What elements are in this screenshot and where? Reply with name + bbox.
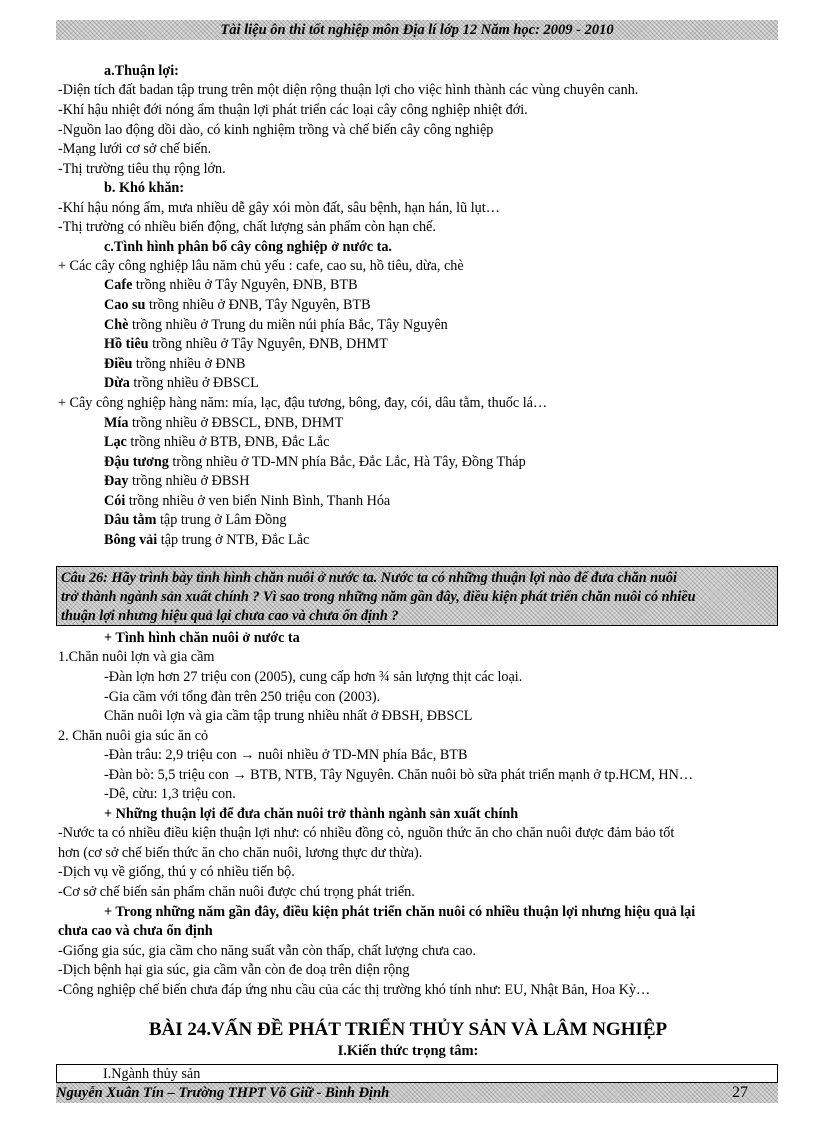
crop-line [104,316,448,334]
crop-text: trồng nhiều ở ĐNB, Tây Nguyên, BTB [145,297,371,313]
footer-author: Nguyễn Xuân Tín – Trường THPT Võ Giữ - Bình Định [56,1085,390,1101]
text-line: -Gia cầm với tổng đàn trên 250 triệu con (2003). [104,689,381,705]
text-line: -Dê, cừu: 1,3 triệu con. [104,786,236,802]
crop-line [104,531,309,549]
text-line: -Thị trường có nhiều biến động, chất lượng sản phẩm còn hạn chế. [58,219,436,235]
crop-name: Hồ tiêu [104,336,149,352]
crop-name: Dâu tằm [104,512,157,528]
text-line: -Đàn bò: 5,5 triệu con → BTB, NTB, Tây Nguyên. Chăn nuôi bò sữa phát triển mạnh ở tp.HCM, HN… [104,767,694,783]
crop-line [104,276,358,294]
crop-name: Đay [104,473,129,489]
crop-text: trồng nhiều ở ven biển Ninh Bình, Thanh Hóa [125,493,391,509]
crop-text: trồng nhiều ở ĐNB [132,356,246,372]
crop-text: trồng nhiều ở Tây Nguyên, ĐNB, BTB [132,277,358,293]
text-line: Chăn nuôi lợn và gia cầm tập trung nhiều nhất ở ĐBSH, ĐBSCL [104,708,473,724]
answer-heading: + Những thuận lợi để đưa chăn nuôi trở thành ngành sản xuất chính [104,806,519,822]
question-box [56,566,778,626]
crop-text: tập trung ở Lâm Đồng [156,512,287,528]
crop-line [104,492,390,510]
answer-heading: + Trong những năm gần đây, điều kiện phát triển chăn nuôi có nhiều thuận lợi nhưng hiệu quả lại [104,904,696,920]
crop-text: trồng nhiều ở BTB, ĐNB, Đắc Lắc [126,434,330,450]
question-line: trở thành ngành sản xuất chính ? Vì sao trong những năm gần đây, điều kiện phát triển chăn nuôi có nhiều [61,589,696,605]
crop-line [104,511,286,529]
crop-name: Dừa [104,375,130,391]
answer-heading-cont: chưa cao và chưa ổn định [58,923,213,939]
crop-name: Mía [104,415,129,431]
lesson-title: BÀI 24.VẤN ĐỀ PHÁT TRIỂN THỦY SẢN VÀ LÂM NGHIỆP [148,1019,668,1040]
crop-line [104,433,329,451]
section-a-heading: a.Thuận lợi: [104,63,179,79]
crop-line [104,453,526,471]
text-line: -Công nghiệp chế biến chưa đáp ứng nhu cầu của các thị trường khó tính như: EU, Nhật Bản, Hoa Kỳ… [58,982,651,998]
crop-line [104,355,246,373]
text-line: hơn (cơ sở chế biến thức ăn cho chăn nuôi, lương thực dư thừa). [58,845,423,861]
text-line: -Giống gia súc, gia cầm cho năng suất vẫn còn thấp, chất lượng chưa cao. [58,943,477,959]
crop-text: trồng nhiều ở TD-MN phía Bắc, Đắc Lắc, Hà Tây, Đồng Tháp [168,454,526,470]
text-line: -Đàn trâu: 2,9 triệu con → nuôi nhiều ở TD-MN phía Bắc, BTB [104,747,468,763]
crop-name: Lạc [104,434,127,450]
crop-text: tập trung ở NTB, Đắc Lắc [157,532,310,548]
text-line: -Dịch bệnh hại gia súc, gia cầm vẫn còn đe doạ trên diện rộng [58,962,410,978]
page-header: Tài liệu ôn thi tốt nghiệp môn Địa lí lớp 12 Năm học: 2009 - 2010 [56,20,778,40]
crop-text: trồng nhiều ở ĐBSH [128,473,250,489]
section-c-heading: c.Tình hình phân bố cây công nghiệp ở nước ta. [104,239,392,255]
crop-name: Cafe [104,277,133,293]
section-b-heading: b. Khó khăn: [104,180,185,196]
crop-name: Điều [104,356,133,372]
text-line: 1.Chăn nuôi lợn và gia cầm [58,649,215,665]
question-line: thuận lợi nhưng hiệu quả lại chưa cao và chưa ổn định ? [61,608,399,624]
crop-line [104,296,371,314]
text-line: -Đàn lợn hơn 27 triệu con (2005), cung cấp hơn ¾ sản lượng thịt các loại. [104,669,523,685]
text-line: -Diện tích đất badan tập trung trên một diện rộng thuận lợi cho việc hình thành các vùng chuyên canh. [58,82,639,98]
crop-name: Cao su [104,297,146,313]
crop-line [104,335,388,353]
text-line: -Dịch vụ về giống, thú y có nhiều tiến bộ. [58,864,295,880]
text-line: -Mạng lưới cơ sở chế biến. [58,141,212,157]
crop-name: Bông vải [104,532,158,548]
crop-name: Đậu tương [104,454,169,470]
crop-line [104,414,343,432]
annual-intro: + Cây công nghiệp hàng năm: mía, lạc, đậu tương, bông, đay, cói, dâu tằm, thuốc lá… [58,395,548,411]
crop-text: trồng nhiều ở ĐBSCL, ĐNB, DHMT [128,415,344,431]
crop-line [104,374,259,392]
text-line: 2. Chăn nuôi gia súc ăn cỏ [58,728,209,744]
crop-name: Chè [104,317,129,333]
perennial-intro: + Các cây công nghiệp lâu năm chủ yếu : cafe, cao su, hồ tiêu, dừa, chè [58,258,464,274]
crop-name: Cói [104,493,126,509]
crop-line [104,472,249,490]
page-number: 27 [732,1084,748,1101]
page-footer [56,1083,778,1103]
text-line: -Nguồn lao động dồi dào, có kinh nghiệm trồng và chế biến cây công nghiệp [58,122,494,138]
text-line: -Khí hậu nóng ẩm, mưa nhiều dễ gây xói mòn đất, sâu bệnh, hạn hán, lũ lụt… [58,200,500,216]
crop-text: trồng nhiều ở ĐBSCL [129,375,259,391]
text-line: -Nước ta có nhiều điều kiện thuận lợi như: có nhiều đồng cỏ, nguồn thức ăn cho chăn nuôi được đảm bảo tốt [58,825,675,841]
crop-text: trồng nhiều ở Tây Nguyên, ĐNB, DHMT [148,336,388,352]
text-line: -Thị trường tiêu thụ rộng lớn. [58,161,226,177]
section-box: I.Ngành thủy sản [56,1064,778,1083]
answer-heading: + Tình hình chăn nuôi ở nước ta [104,630,300,646]
lesson-subtitle: I.Kiến thức trọng tâm: [337,1043,479,1059]
text-line: -Khí hậu nhiệt đới nóng ẩm thuận lợi phát triển các loại cây công nghiệp nhiệt đới. [58,102,528,118]
text-line: -Cơ sở chế biến sản phẩm chăn nuôi được chú trọng phát triển. [58,884,415,900]
crop-text: trồng nhiều ở Trung du miền núi phía Bắc, Tây Nguyên [128,317,448,333]
question-line: Câu 26: Hãy trình bày tình hình chăn nuôi ở nước ta. Nước ta có những thuận lợi nào để đưa chăn nuôi [61,570,677,586]
